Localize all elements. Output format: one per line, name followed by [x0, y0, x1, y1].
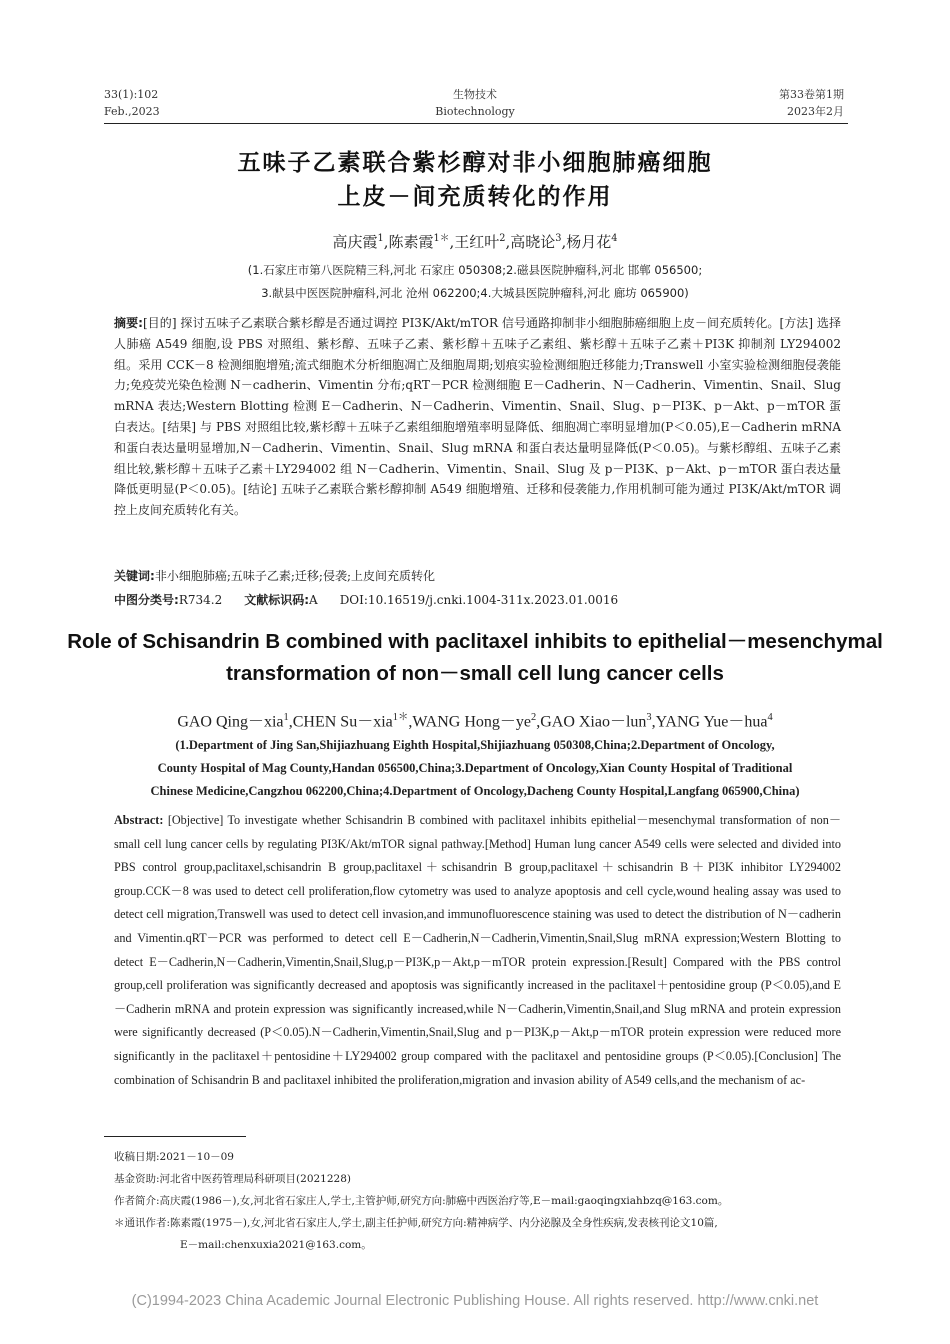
footnote-author-bio: 作者简介:高庆霞(1986－),女,河北省石家庄人,学士,主管护师,研究方向:肺癌中西医治疗等,E－mail:gaoqingxiahbzq@163.com。 [114, 1195, 729, 1207]
chinese-abstract-text: [目的] 探讨五味子乙素联合紫杉醇是否通过调控 PI3K/Akt/mTOR 信号通路抑制非小细胞肺癌细胞上皮－间充质转化。[方法] 选择人肺癌 A549 细胞,设 PBS 对照组、紫杉醇、五味子乙素、紫杉醇＋五味子乙素组、紫杉醇＋五味子乙素＋PI3K 抑制剂 LY294002 组。采用 CCK－8 检测细胞增殖;流式细胞术分析细胞凋亡及细胞周期;划痕实验检测细胞迁移能力;Transwell 小室实验检测细胞侵袭能力;免疫荧光染色检测 N－cadherin、Vimentin 分布;qRT－PCR 检测细胞 E－Cadherin、N－Cadherin、Vimentin、Snail、Slug mRNA 表达;Western Blotting 检测 E－Cadherin、N－Cadherin、Vimentin、Snail、Slug、p－PI3K、p－Akt、p－mTOR 蛋白表达。[结果] 与 PBS 对照组比较,紫杉醇＋五味子乙素组细胞增殖率明显降低、细胞凋亡率明显增加(P＜0.05),E－Cadherin mRNA 和蛋白表达量明显增加,N－Cadherin、Vimentin、Snail、Slug mRNA 和蛋白表达量明显降低(P＜0.05)。与紫杉醇组、五味子乙素组比较,紫杉醇＋五味子乙素＋LY294002 组 N－Cadherin、Vimentin、Snail、Slug 及 p－PI3K、p－Akt、p－mTOR 蛋白表达量降低更明显(P＜0.05)。[结论] 五味子乙素联合紫杉醇抑制 A549 细胞增殖、迁移和侵袭能力,作用机制可能为通过 PI3K/Akt/mTOR 调控上皮间充质转化有关。 [114, 316, 841, 518]
english-abstract-text: [Objective] To investigate whether Schisandrin B combined with paclitaxel inhibits epithelial－mesenchymal transformation of non－small cell lung cancer cells by regulating PI3K/Akt/mTOR signal pathway.[Method] Human lung cancer A549 cells were selected and divided into PBS control group,paclitaxel,schisandrin B group,paclitaxel＋schisandrin B group,paclitaxel＋schisandrin B＋PI3K inhibitor LY294002 group.CCK－8 was used to detect cell proliferation,flow cytometry was used to analyze apoptosis and cell cycle,wound healing assay was used to detect cell migration,Transwell was used to detect cell invasion,and immunofluorescence staining was used to detect the distribution of N－cadherin and Vimentin.qRT－PCR was performed to detect cell E－Cadherin,N－Cadherin,Vimentin,Snail,Slug mRNA expression;Western Blotting to detect E－Cadherin,N－Cadherin,Vimentin,Snail,Slug,p－PI3K,p－Akt,p－mTOR protein expression.[Result] Compared with the PBS control group,cell proliferation was significantly decreased and apoptosis was significantly increased in the paclitaxel＋pentosidine group (P＜0.05),and E－Cadherin mRNA and protein expression was significantly increased,while N－Cadherin,Vimentin,Snail,and Slug mRNA and protein expression were significantly decreased (P＜0.05).N－Cadherin,Vimentin,Snail,Slug and p－PI3K,p－Akt,p－mTOR protein expression were reduced more significantly in the paclitaxel＋pentosidine＋LY294002 group compared with the paclitaxel and pentosidine groups (P＜0.05).[Conclusion] The combination of Schisandrin B and paclitaxel inhibited the proliferation,migration and invasion ability of A549 cells,and the mechanism of ac- [114, 813, 842, 1087]
issue-info: 33(1):102 [104, 88, 159, 101]
en-author-5-affil: 4 [767, 712, 773, 723]
keywords-text: 非小细胞肺癌;五味子乙素;迁移;侵袭;上皮间充质转化 [154, 569, 435, 583]
header-right [779, 86, 844, 120]
english-title [0, 626, 950, 690]
en-author-4-affil: 3 [646, 712, 652, 723]
chinese-affiliations [0, 259, 950, 305]
footnote-corresponding-email: E－mail:chenxuxia2021@163.com。 [180, 1239, 372, 1251]
issue-date-cn: 2023年2月 [787, 105, 844, 118]
author-1: 高庆霞 [332, 233, 378, 251]
author-3: ,王红叶 [449, 233, 500, 251]
author-4: ,高晓论 [505, 233, 556, 251]
author-2: ,陈素霞 [383, 233, 434, 251]
en-author-1: GAO Qing－xia [177, 713, 284, 731]
footnote-divider [104, 1136, 246, 1137]
english-affiliations [0, 734, 950, 803]
chinese-title-line-1: 五味子乙素联合紫杉醇对非小细胞肺癌细胞 [237, 150, 713, 176]
doc-code-value: A [309, 593, 318, 607]
en-author-1-affil: 1 [283, 712, 289, 723]
english-affiliation-line-1: (1.Department of Jing San,Shijiazhuang Eighth Hospital,Shijiazhuang 050308,China;2.Department of Oncology, [175, 738, 775, 752]
chinese-title [0, 146, 950, 214]
chinese-keywords [114, 567, 841, 584]
author-3-affil: 2 [499, 233, 506, 244]
issue-date-en: Feb.,2023 [104, 105, 160, 118]
author-2-affil: 1＊ [433, 233, 450, 244]
chinese-affiliation-line-1: (1.石家庄市第八医院精三科,河北 石家庄 050308;2.磁县医院肿瘤科,河北 邯郸 056500; [247, 263, 703, 277]
journal-name-cn: 生物技术 [453, 88, 497, 101]
doi: DOI:10.16519/j.cnki.1004-311x.2023.01.0016 [339, 593, 619, 607]
footnote-received: 收稿日期:2021－10－09 [114, 1151, 234, 1163]
footnote-corresponding: ＊通讯作者:陈素霞(1975－),女,河北省石家庄人,学士,副主任护师,研究方向:精神病学、内分泌腺及全身性疾病,发表核刊论文10篇, [114, 1217, 718, 1229]
en-author-2-affil: 1＊ [392, 712, 409, 723]
english-affiliation-line-3: Chinese Medicine,Cangzhou 062200,China;4.Department of Oncology,Dacheng County Hospital,Langfang 065900,China) [150, 784, 800, 798]
en-author-2: ,CHEN Su－xia [288, 713, 393, 731]
author-1-affil: 1 [377, 233, 384, 244]
copyright-watermark: (C)1994-2023 China Academic Journal Electronic Publishing House. All rights reserved. http://www.cnki.net [131, 1293, 819, 1309]
chinese-title-line-2: 上皮－间充质转化的作用 [337, 184, 613, 210]
en-author-3: ,WANG Hong－ye [408, 713, 531, 731]
author-5-affil: 4 [611, 233, 618, 244]
english-abstract-label: Abstract: [114, 813, 164, 827]
keywords-label: 关键词: [114, 569, 155, 583]
english-authors [0, 708, 950, 731]
author-4-affil: 3 [555, 233, 562, 244]
footnote-fund: 基金资助:河北省中医药管理局科研项目(2021228) [114, 1173, 351, 1185]
clc-label: 中图分类号: [114, 593, 179, 607]
en-author-4: ,GAO Xiao－lun [536, 713, 647, 731]
chinese-affiliation-line-2: 3.献县中医医院肿瘤科,河北 沧州 062200;4.大城县医院肿瘤科,河北 廊坊 065900) [261, 286, 689, 300]
english-title-line-2: transformation of non－small cell lung cancer cells [226, 662, 724, 685]
journal-name-en: Biotechnology [435, 105, 515, 118]
en-author-5: ,YANG Yue－hua [651, 713, 768, 731]
en-author-3-affil: 2 [531, 712, 537, 723]
author-5: ,杨月花 [561, 233, 612, 251]
english-affiliation-line-2: County Hospital of Mag County,Handan 056500,China;3.Department of Oncology,Xian County Hospital of Traditional [157, 761, 793, 775]
chinese-authors [0, 230, 950, 252]
english-abstract [114, 809, 841, 1092]
chinese-abstract [114, 313, 841, 521]
doc-code-label: 文献标识码: [244, 593, 310, 607]
classification-line [114, 591, 841, 608]
chinese-abstract-label: 摘要: [114, 316, 143, 330]
english-title-line-1: Role of Schisandrin B combined with paclitaxel inhibits to epithelial－mesenchymal [67, 630, 883, 653]
header-divider [104, 123, 848, 124]
clc-value: R734.2 [178, 593, 223, 607]
volume-info: 第33卷第1期 [779, 88, 844, 101]
